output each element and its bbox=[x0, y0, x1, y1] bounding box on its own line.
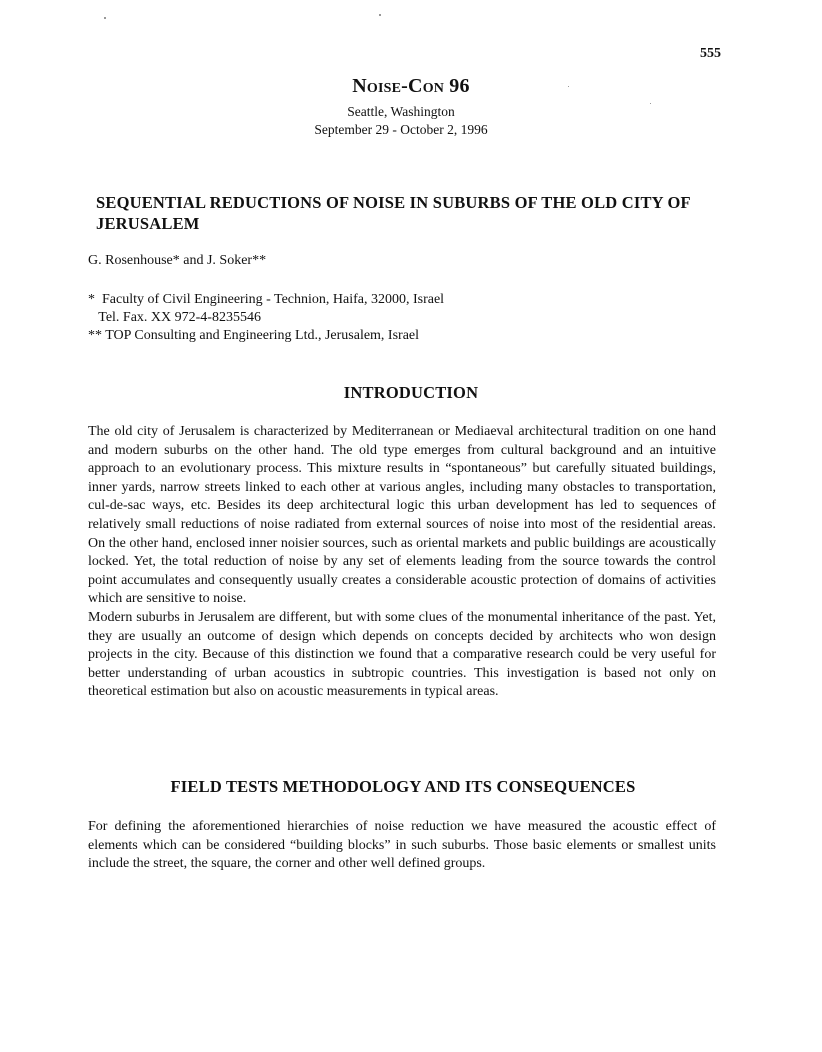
affiliation-line: * Faculty of Civil Engineering - Technion, Haifa, 32000, Israel bbox=[88, 292, 445, 307]
page-number: 555 bbox=[700, 46, 721, 61]
authors: G. Rosenhouse* and J. Soker** bbox=[88, 253, 267, 268]
conference-dates: September 29 - October 2, 1996 bbox=[314, 122, 488, 137]
scan-speck bbox=[104, 17, 106, 19]
conference-info bbox=[0, 103, 802, 139]
conference-location: Seattle, Washington bbox=[347, 104, 455, 119]
field-tests-body bbox=[88, 818, 716, 874]
introduction-body bbox=[88, 423, 716, 702]
scan-speck bbox=[379, 14, 381, 16]
paragraph: For defining the aforementioned hierarchies of noise reduction we have measured the acoustic effect of elements which can be considered “building blocks” in such suburbs. Those basic elements or smallest units include the street, the square, the corner and other well defined groups. bbox=[88, 819, 716, 872]
affiliations bbox=[88, 291, 444, 345]
affiliation-line: Tel. Fax. XX 972-4-8235546 bbox=[88, 310, 261, 325]
paragraph: The old city of Jerusalem is characterized by Mediterranean or Mediaeval architectural tradition on one hand and modern suburbs on the other hand. The old type emerges from cultural background and an intuitive approach to an evolutionary process. This mixture results in “spontaneous” but carefully situated buildings, inner yards, narrow streets linked to each other at various angles, including many obstacles to transportation, cul-de-sac ways, etc. Besides its deep architectural logic this urban development has led to sequences of relatively small reductions of noise radiated from external sources of noise into most of the residential areas. On the other hand, enclosed inner noisier sources, such as oriental markets and public buildings are acoustically locked. Yet, the total reduction of noise by any set of elements leading from the source towards the control point accumulates and consequently usually creates a considerable acoustic protection of domains of activities which are sensitive to noise. bbox=[88, 424, 716, 607]
paragraph: Modern suburbs in Jerusalem are different, but with some clues of the monumental inheritance of the past. Yet, they are usually an outcome of design which depends on concepts decided by architects who won design projects in the city. Because of this distinction we found that a comparative research could be very useful for better understanding of urban acoustics in subtropic countries. This investigation is based not only on theoretical estimation but also on acoustic measurements in typical areas. bbox=[88, 609, 716, 700]
paper-title: SEQUENTIAL REDUCTIONS OF NOISE IN SUBURBS OF THE OLD CITY OF JERUSALEM bbox=[96, 193, 691, 233]
affiliation-line: ** TOP Consulting and Engineering Ltd., Jerusalem, Israel bbox=[88, 328, 420, 343]
conference-title: Noise-Con 96 bbox=[352, 75, 470, 97]
introduction-heading: INTRODUCTION bbox=[343, 383, 479, 402]
field-tests-heading: FIELD TESTS METHODOLOGY AND ITS CONSEQUENCES bbox=[170, 777, 636, 796]
